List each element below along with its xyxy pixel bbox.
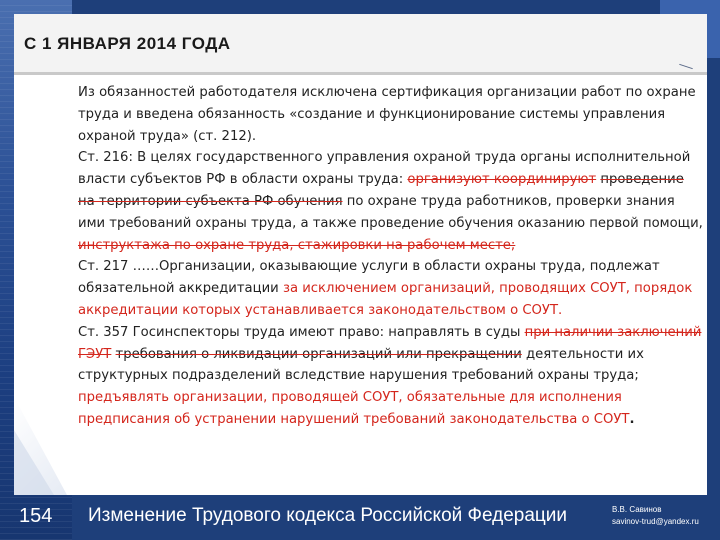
slide-title: С 1 ЯНВАРЯ 2014 ГОДА [24, 34, 231, 53]
text-certification: Из обязанностей работодателя исключена сертификация организации работ по охране труда и введена обязанность «создание и функционирование системы управления охраной труда» (ст. 212). [78, 85, 696, 144]
author-email: savinov-trud@yandex.ru [612, 517, 699, 526]
text-article-357-rest: деятельности их структурных подразделений вследствие нарушения требований охраны труда; [78, 346, 644, 384]
text-article-216-intro: Ст. 216: В целях государственного управления охраной труда органы исполнительной власти субъектов РФ в области охраны труда: [78, 150, 691, 188]
slide-body [78, 82, 703, 431]
text-struck-training: проведение на территории субъекта РФ обучения [78, 172, 684, 209]
text-struck-liquidation: требования о ликвидации организаций или прекращении [115, 346, 522, 362]
text-article-216-middle: по охране труда работников, проверки знания ими требований охраны труда, а также проведение обучения оказанию первой помощи, [78, 193, 703, 231]
paragraph-article-217 [78, 256, 703, 321]
text-struck-organize: организуют координируют [407, 172, 597, 188]
paragraph-sout-orders [78, 387, 703, 431]
text-struck-instruction: инструктажа по охране труда, стажировки на рабочем месте; [78, 237, 516, 253]
title-bar [14, 14, 707, 73]
text-struck-gaut: при наличии заключений ГЭУТ [78, 324, 702, 362]
slide-footer [0, 495, 720, 540]
slide-panel [14, 14, 707, 495]
text-article-357-intro: Ст. 357 Госинспекторы труда имеют право: направлять в суды [78, 324, 521, 340]
paragraph-certification [78, 82, 703, 147]
author-name: В.В. Савинов [612, 505, 662, 514]
paragraph-article-357 [78, 322, 703, 387]
text-article-217-intro: Ст. 217 ……Организации, оказывающие услуги в области охраны труда, подлежат обязательной аккредитации [78, 259, 660, 297]
text-sout-orders: предъявлять организации, проводящей СОУТ, обязательные для исполнения предписания об устранении нарушений требований законодательства о СОУТ [78, 390, 630, 427]
text-article-217-exception: за исключением организаций, проводящих СОУТ, порядок аккредитации которых устанавливается законодательством о СОУТ. [78, 281, 693, 318]
paragraph-article-216 [78, 147, 703, 256]
title-divider [14, 72, 707, 75]
footer-title: Изменение Трудового кодекса Российской Федерации [88, 505, 568, 526]
page-number: 154 [19, 505, 53, 527]
text-sout-period: . [629, 411, 635, 427]
